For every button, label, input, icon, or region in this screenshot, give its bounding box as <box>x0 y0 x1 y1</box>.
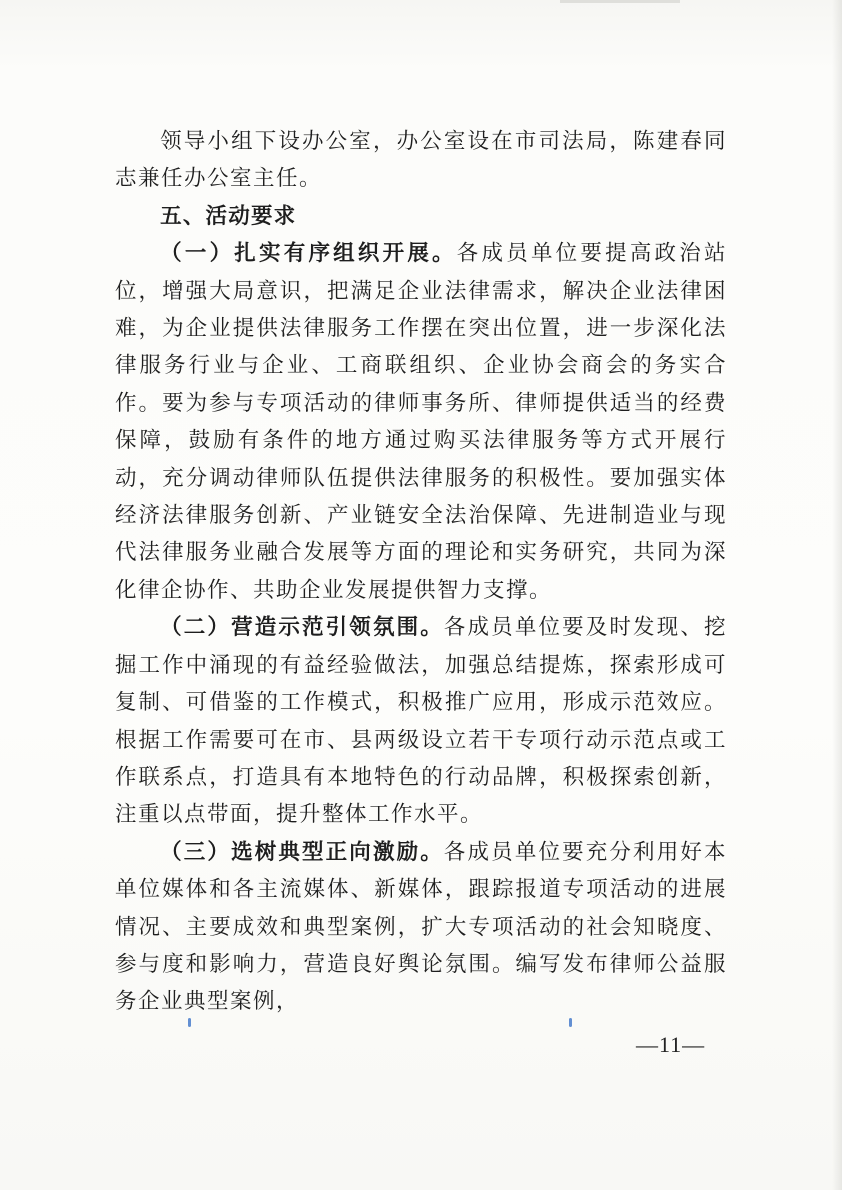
paragraph-demonstration <box>115 609 727 833</box>
document-body <box>115 123 727 1021</box>
paragraph-organize-body: 各成员单位要提高政治站位，增强大局意识，把满足企业法律需求，解决企业法律困难，为企业提供法律服务工作摆在突出位置，进一步深化法律服务行业与企业、工商联组织、企业协会商会的务实合作。要为参与专项活动的律师事务所、律师提供适当的经费保障，鼓励有条件的地方通过购买法律服务等方式开展行动，充分调动律师队伍提供法律服务的积极性。要加强实体经济法律服务创新、产业链安全法治保障、先进制造业与现代法律服务业融合发展等方面的理论和实务研究，共同为深化律企协作、共助企业发展提供智力支撑。 <box>115 241 727 603</box>
section-heading-activity-requirements: 五、活动要求 <box>160 203 297 229</box>
sub-heading-demonstration: （二）营造示范引领氛围。 <box>160 615 444 641</box>
paragraph-incentive-body: 各成员单位要充分利用好本单位媒体和各主流媒体、新媒体，跟踪报道专项活动的进展情况、主要成效和典型案例，扩大专项活动的社会知晓度、参与度和影响力，营造良好舆论氛围。编写发布律师公益服务企业典型案例， <box>115 839 727 1015</box>
page-number: —11— <box>636 1032 706 1057</box>
binding-mark-left <box>188 1018 191 1027</box>
sub-heading-incentive: （三）选树典型正向激励。 <box>160 839 444 865</box>
paragraph-organize <box>115 235 727 609</box>
scan-mark <box>560 0 680 3</box>
paragraph-incentive <box>115 834 727 1021</box>
page-edge-shadow <box>832 0 842 1190</box>
binding-mark-right <box>569 1018 572 1027</box>
paragraph-demonstration-body: 各成员单位要及时发现、挖掘工作中涌现的有益经验做法，加强总结提炼，探索形成可复制、可借鉴的工作模式，积极推广应用，形成示范效应。根据工作需要可在市、县两级设立若干专项行动示范点或工作联系点，打造具有本地特色的行动品牌，积极探索创新，注重以点带面，提升整体工作水平。 <box>115 615 727 828</box>
paragraph-office: 领导小组下设办公室，办公室设在市司法局，陈建春同志兼任办公室主任。 <box>115 129 727 192</box>
sub-heading-organize: （一）扎实有序组织开展。 <box>160 241 457 267</box>
